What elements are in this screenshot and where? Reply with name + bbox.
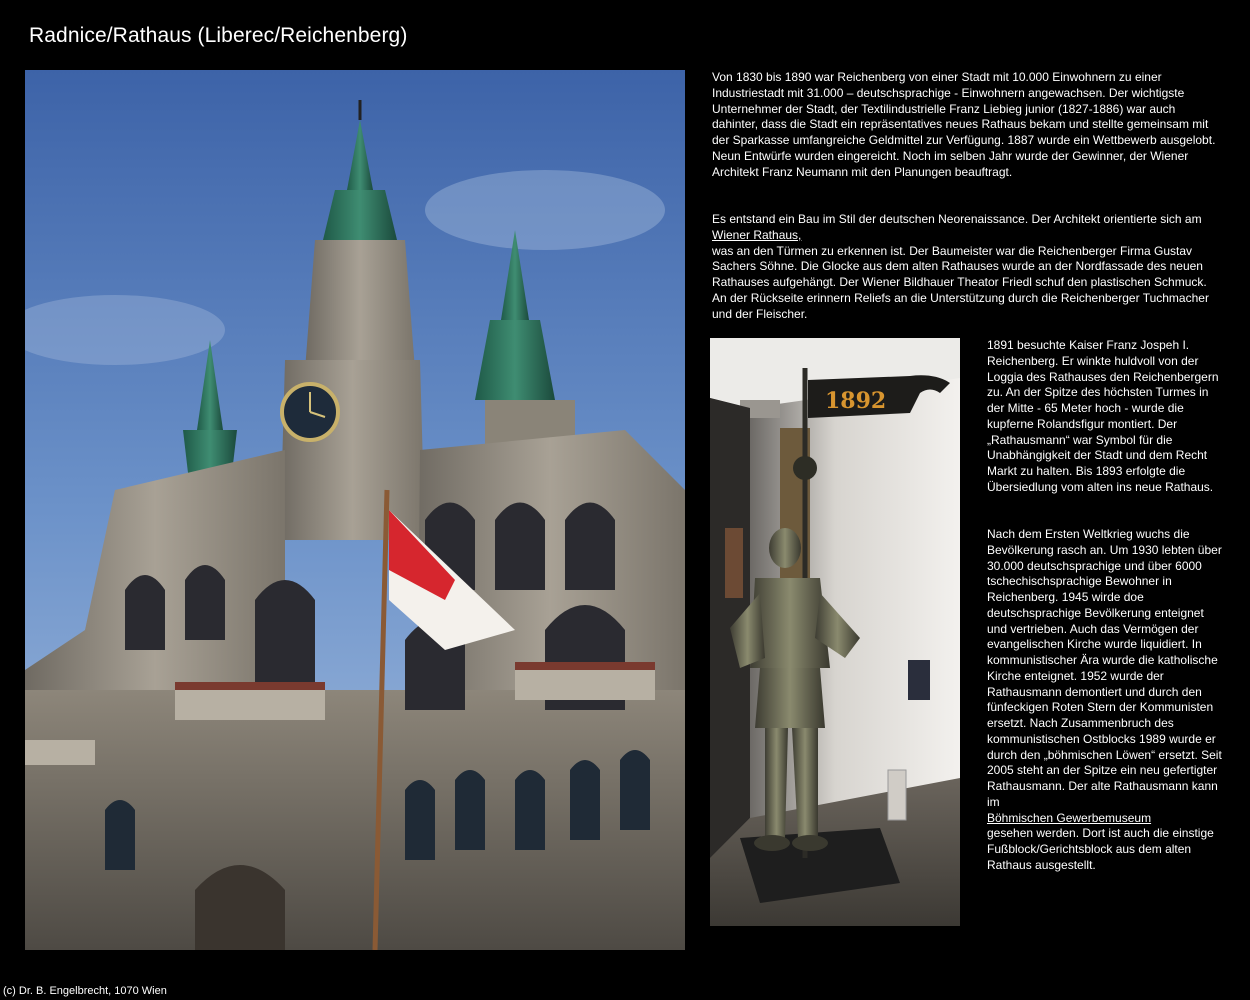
history-text-start: Nach dem Ersten Weltkrieg wuchs die Bevölkerung rasch an. Um 1930 lebten über 30.000 deutschsprachige und über 6000 tschechischsprachige Bewohner in Reichenberg. 1945 wirde doe deutschsprachige Bevölkerung enteignet und vertrieben. Auch das Vermögen der evangelischen Kirche wurde liquidiert. In kommunistischer Ära wurde die katholische Kirche enteignet. 1952 wurde der Rathausmann demontiert und durch den fünfeckigen Roten Stern der Kommunisten ersetzt. Nach Zusammenbruch des kommunistischen Ostblocks 1989 wurde er durch den „böhmischen Löwen“ ersetzt. Seit 2005 steht an der Spitze ein neu gefertigter Rathausmann. Der alte Rathausmann kann im [987,527,1222,809]
armor-photo [710,338,960,926]
kaiser-paragraph [987,338,1222,496]
history-text-end: gesehen werden. Dort ist auch die einstige Fußblock/Gerichtsblock aus dem alten Rathaus ausgestellt. [987,826,1214,872]
neorenaissance-paragraph [712,212,1217,322]
intro-text: Von 1830 bis 1890 war Reichenberg von einer Stadt mit 10.000 Einwohnern zu einer Industriestadt mit 31.000 – deutschsprachige - Einwohnern angewachsen. Der wichtigste Unternehmer der Stadt, der Textilindustrielle Franz Liebieg junior (1827-1886) war auch dahinter, dass die Stadt ein repräsentatives neues Rathaus bekam und stellte gemeinsam mit der Sparkasse umfangreiche Geldmittel zur Verfügung. 1887 wurde ein Wettbewerb ausgelobt. Neun Entwürfe wurden eingereicht. Noch im selben Jahr wurde der Gewinner, der Wiener Architekt Franz Neumann mit den Planungen beauftragt. [712,70,1216,179]
neorenaissance-text-end: was an den Türmen zu erkennen ist. Der Baumeister war die Reichenberger Firma Gustav Sachers Söhne. Die Glocke aus dem alten Rathauses wurde an der Nordfassade des neuen Rathauses aufgehängt. Der Wiener Bildhauer Theator Friedl schuf den plastischen Schmuck. An der Rückseite erinnern Reliefs an die Unterstützung durch die Reichenberger Tuchmacher und der Fleischer. [712,243,1209,321]
town-hall-photo [25,70,685,950]
copyright-notice: (c) Dr. B. Engelbrecht, 1070 Wien [3,985,167,997]
flag-year: 1892 [825,388,887,414]
kaiser-text: 1891 besuchte Kaiser Franz Jospeh I. Reichenberg. Er winkte huldvoll von der Loggia des Rathauses den Reichenbergern zu. An der Spitze des höchsten Turmes in der Mitte - 65 Meter hoch - wurde die kupferne Rolandsfigur montiert. Der „Rathausmann“ war Symbol für die Unabhängigkeit der Stadt und dem Recht Markt zu halten. Bis 1893 erfolgte die Übersiedlung vom alten ins neue Rathaus. [987,338,1219,494]
neorenaissance-text-start: Es entstand ein Bau im Stil der deutschen Neorenaissance. Der Architekt orientierte sich am [712,212,1202,226]
page-title: Radnice/Rathaus (Liberec/Reichenberg) [29,24,408,47]
wiener-rathaus-link[interactable]: Wiener Rathaus, [712,227,802,242]
gewerbemuseum-link[interactable]: Böhmischen Gewerbemuseum [987,810,1152,825]
intro-paragraph [712,70,1217,180]
history-paragraph [987,527,1222,874]
